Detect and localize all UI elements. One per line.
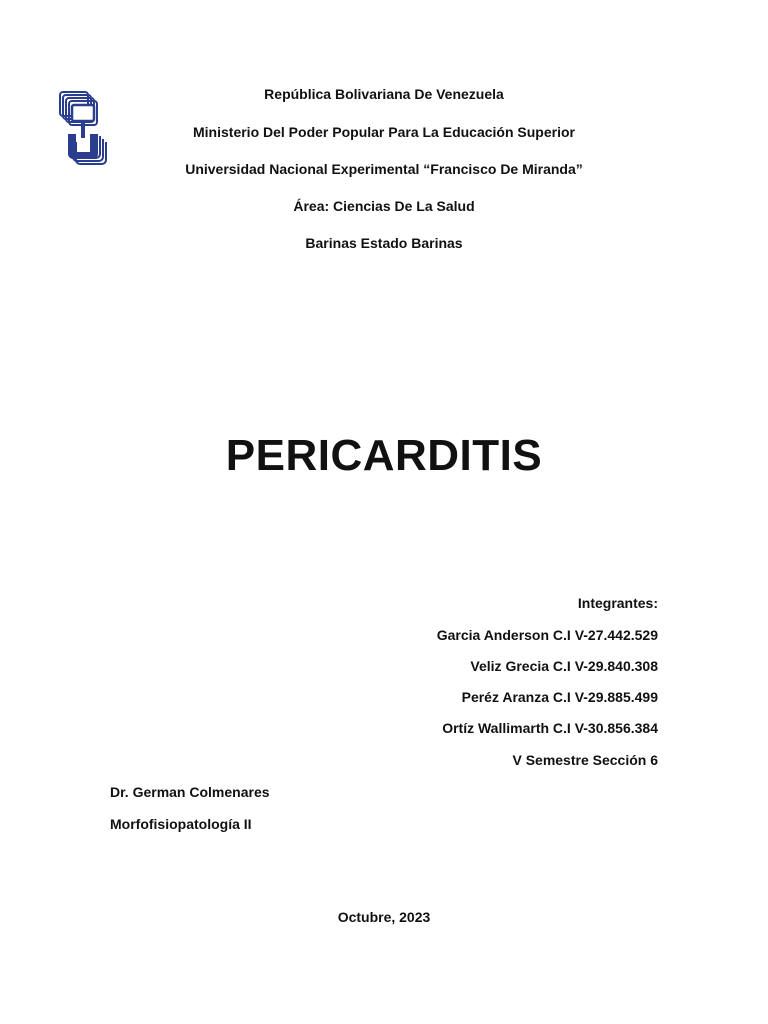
member-item: Veliz Grecia C.I V-29.840.308 xyxy=(470,658,658,674)
integrantes-heading: Integrantes: xyxy=(577,595,658,611)
header-ministry: Ministerio Del Poder Popular Para La Educación Superior xyxy=(193,124,575,140)
page-title: PERICARDITIS xyxy=(225,431,543,480)
header-university: Universidad Nacional Experimental “Francisco De Miranda” xyxy=(185,161,583,177)
member-item: Ortíz Wallimarth C.I V-30.856.384 xyxy=(442,720,658,736)
header-republic: República Bolivariana De Venezuela xyxy=(264,86,504,102)
teacher-name: Dr. German Colmenares xyxy=(110,784,270,800)
header-area: Área: Ciencias De La Salud xyxy=(293,198,475,214)
semester-section: V Semestre Sección 6 xyxy=(512,752,658,768)
subject-name: Morfofisiopatología II xyxy=(110,816,252,832)
header-location: Barinas Estado Barinas xyxy=(305,235,463,251)
document-date: Octubre, 2023 xyxy=(337,909,431,925)
member-item: Garcia Anderson C.I V-27.442.529 xyxy=(436,627,658,643)
member-item: Peréz Aranza C.I V-29.885.499 xyxy=(461,689,658,705)
